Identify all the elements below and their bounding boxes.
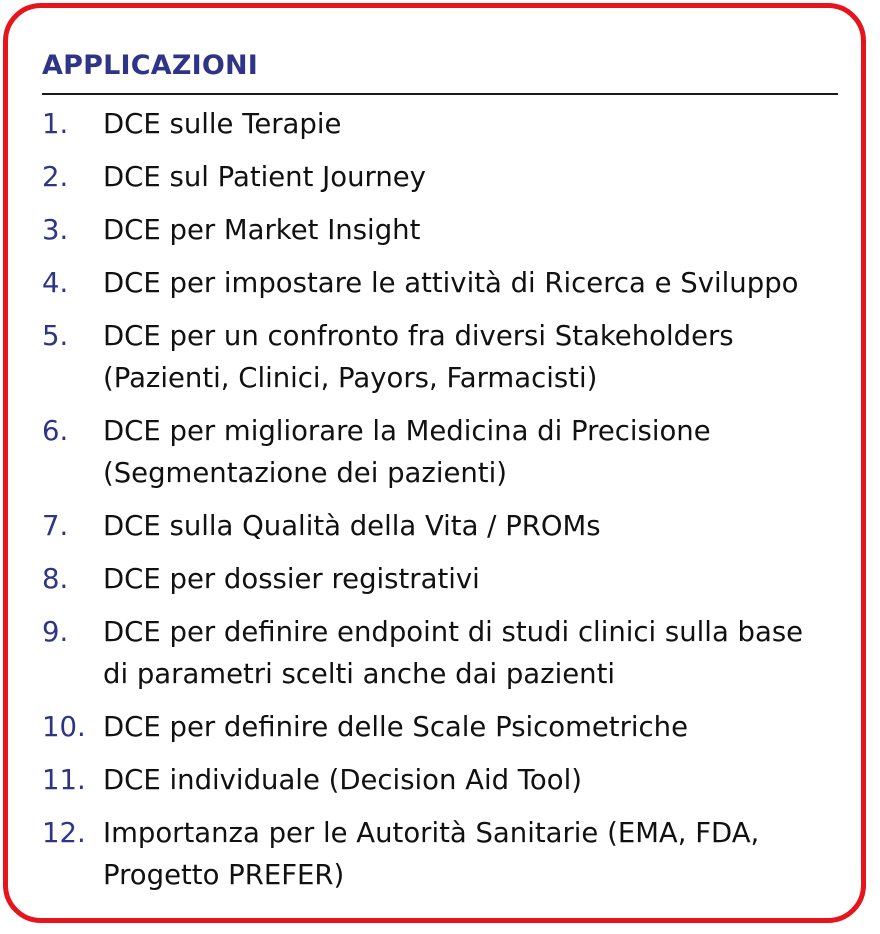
- item-text-continuation: (Segmentazione dei pazienti): [103, 457, 507, 489]
- item-number: 9.: [42, 616, 69, 648]
- list-item: [42, 262, 842, 304]
- item-number: 1.: [42, 108, 69, 140]
- list-item: [42, 759, 842, 801]
- item-text: Importanza per le Autorità Sanitarie (EMA, FDA,: [103, 817, 760, 849]
- item-text: DCE sulle Terapie: [103, 108, 342, 140]
- item-number: 7.: [42, 510, 69, 542]
- item-text: DCE per definire delle Scale Psicometriche: [103, 711, 689, 743]
- item-number: 8.: [42, 563, 69, 595]
- item-number: 4.: [42, 267, 69, 299]
- heading-divider: [42, 93, 838, 95]
- item-text: DCE per definire endpoint di studi clinici sulla base: [103, 616, 804, 648]
- list-item: [42, 505, 842, 547]
- list-item: [42, 209, 842, 251]
- item-text-continuation: di parametri scelti anche dai pazienti: [103, 658, 615, 690]
- list-item: [42, 410, 842, 494]
- item-text: DCE individuale (Decision Aid Tool): [103, 764, 582, 796]
- item-text-continuation: (Pazienti, Clinici, Payors, Farmacisti): [103, 362, 598, 394]
- item-number: 2.: [42, 161, 69, 193]
- list-item: [42, 558, 842, 600]
- list-item: [42, 812, 842, 896]
- item-number: 12.: [42, 817, 86, 849]
- item-number: 3.: [42, 214, 69, 246]
- section-heading: APPLICAZIONI: [42, 50, 259, 81]
- applications-card: [3, 3, 866, 923]
- item-text: DCE per Market Insight: [103, 214, 421, 246]
- list-item: [42, 611, 842, 695]
- item-text: DCE per impostare le attività di Ricerca e Sviluppo: [103, 267, 799, 299]
- list-item: [42, 156, 842, 198]
- applications-list: [42, 103, 842, 907]
- item-text: DCE per un confronto fra diversi Stakeholders: [103, 320, 734, 352]
- item-text: DCE sulla Qualità della Vita / PROMs: [103, 510, 601, 542]
- item-number: 5.: [42, 320, 69, 352]
- item-text-continuation: Progetto PREFER): [103, 859, 345, 891]
- list-item: [42, 103, 842, 145]
- list-item: [42, 315, 842, 399]
- item-text: DCE sul Patient Journey: [103, 161, 426, 193]
- item-text: DCE per migliorare la Medicina di Precisione: [103, 415, 711, 447]
- item-number: 11.: [42, 764, 86, 796]
- item-text: DCE per dossier registrativi: [103, 563, 480, 595]
- list-item: [42, 706, 842, 748]
- item-number: 10.: [42, 711, 86, 743]
- item-number: 6.: [42, 415, 69, 447]
